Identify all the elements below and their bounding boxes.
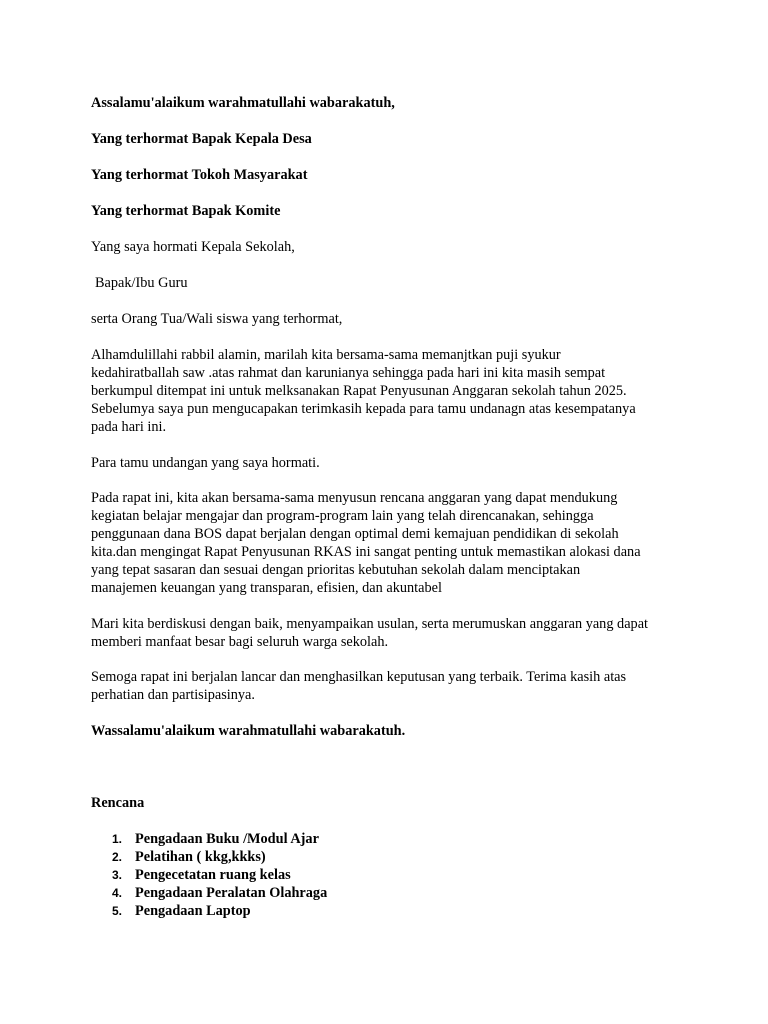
list-number: 5. <box>112 904 123 918</box>
salutation-parents: serta Orang Tua/Wali siswa yang terhormat, <box>91 311 343 327</box>
plan-heading: Rencana <box>91 795 145 811</box>
text-line: Semoga rapat ini berjalan lancar dan menghasilkan keputusan yang terbaik. Terima kasih atas <box>91 669 627 685</box>
text-line: kedahiratballah saw .atas rahmat dan karunianya sehingga pada hari ini kita masih sempat <box>91 365 606 381</box>
salutation-teachers: Bapak/Ibu Guru <box>95 275 188 291</box>
text-line: penggunaan dana BOS dapat berjalan dengan optimal demi kemajuan pendidikan di sekolah <box>91 526 619 542</box>
salutation-committee: Yang terhormat Bapak Komite <box>91 203 281 219</box>
salutation-community-leaders: Yang terhormat Tokoh Masyarakat <box>91 167 308 183</box>
list-item <box>91 866 327 884</box>
text-line: kita.dan mengingat Rapat Penyusunan RKAS ini sangat penting untuk memastikan alokasi dana <box>91 544 641 560</box>
list-item-text: Pengadaan Peralatan Olahraga <box>135 885 328 901</box>
text-line: pada hari ini. <box>91 419 167 435</box>
list-item <box>91 884 327 902</box>
text-line: perhatian dan partisipasinya. <box>91 687 255 703</box>
text-line: berkumpul ditempat ini untuk melksanakan Rapat Penyusunan Anggaran sekolah tahun 2025. <box>91 383 627 399</box>
list-item <box>91 902 327 920</box>
text-line: manajemen keuangan yang transparan, efisien, dan akuntabel <box>91 580 442 596</box>
list-number: 4. <box>112 886 123 900</box>
closing-greeting: Wassalamu'alaikum warahmatullahi wabarakatuh. <box>91 723 406 739</box>
list-item <box>91 830 327 848</box>
list-number: 2. <box>112 850 123 864</box>
list-item <box>91 848 327 866</box>
salutation-principal: Yang saya hormati Kepala Sekolah, <box>91 239 295 255</box>
list-number: 3. <box>112 868 123 882</box>
plan-list <box>91 830 327 920</box>
greeting: Assalamu'alaikum warahmatullahi wabarakatuh, <box>91 95 395 111</box>
text-line: Alhamdulillahi rabbil alamin, marilah kita bersama-sama memanjtkan puji syukur <box>91 347 561 363</box>
salutation-village-head: Yang terhormat Bapak Kepala Desa <box>91 131 312 147</box>
list-item-text: Pengadaan Laptop <box>135 903 251 919</box>
text-line: Pada rapat ini, kita akan bersama-sama menyusun rencana anggaran yang dapat mendukung <box>91 490 618 506</box>
text-line: memberi manfaat besar bagi seluruh warga sekolah. <box>91 634 389 650</box>
text-line: yang tepat sasaran dan sesuai dengan prioritas kebutuhan sekolah dalam menciptakan <box>91 562 581 578</box>
list-item-text: Pelatihan ( kkg,kkks) <box>135 849 266 865</box>
list-item-text: Pengecetatan ruang kelas <box>135 867 291 883</box>
list-item-text: Pengadaan Buku /Modul Ajar <box>135 831 319 847</box>
text-line: kegiatan belajar mengajar dan program-program lain yang telah direncanakan, sehingga <box>91 508 594 524</box>
text-line: Sebelumya saya pun mengucapakan terimkasih kepada para tamu undanagn atas kesempatanya <box>91 401 636 417</box>
text-line: Mari kita berdiskusi dengan baik, menyampaikan usulan, serta merumuskan anggaran yang dapat <box>91 616 649 632</box>
guests-address: Para tamu undangan yang saya hormati. <box>91 455 320 471</box>
list-number: 1. <box>112 832 123 846</box>
